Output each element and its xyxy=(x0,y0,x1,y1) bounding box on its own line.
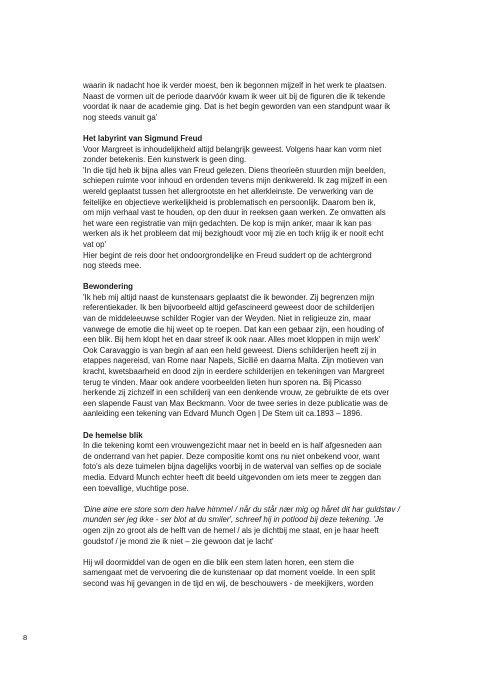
paragraph-gap xyxy=(83,494,423,505)
paragraph-gap xyxy=(83,272,423,283)
text-line: second was hij gevangen in de tijd en wij, de beschouwers - de meekijkers, worden xyxy=(83,578,374,588)
text-line: Hier begint de reis door het ondoorgrondelijke en Freud suddert op de achtergrond xyxy=(83,250,372,260)
section-heading: Bewondering xyxy=(83,282,133,292)
section-heading: Het labyrint van Sigmund Freud xyxy=(83,133,203,143)
text-line: het ware een registratie van mijn gedachten. De kop is mijn anker, maar ik kan pas xyxy=(83,218,372,228)
section-hemelse-blik xyxy=(83,431,423,590)
text-line: samengaat met de vervoering die de kunstenaar op dat moment voelde. In een split xyxy=(83,568,376,578)
text-line: nog steeds vanuit ga' xyxy=(83,112,158,122)
text-line: etappes nagereisd, van Rome naar Napels, Sicilië en daarna Malta. Zijn motieven van xyxy=(83,356,384,366)
paragraph-gap xyxy=(83,123,423,134)
text-line: werken als ik het probleem dat mij bezighoudt voor mij zie en toch krijg ik er nooit echt xyxy=(83,229,384,239)
quote-line: ogen zijn zo groot als de helft van de hemel / als je dichtbij me staat, en je haar heeft xyxy=(83,525,379,535)
text-line: feitelijke en objectieve werkelijkheid is problematisch en persoonlijk. Daarom ben ik, xyxy=(83,197,376,207)
quote-line: 'Dine øine ere store som den halve himmel / når du står nær mig og håret dit har guldstøv / xyxy=(83,504,400,514)
quote-line xyxy=(83,515,423,526)
text-line: een toevallige, vluchtige pose. xyxy=(83,483,189,493)
text-line: foto's als deze tuimelen bijna dagelijks voorbij in de waterval van selfies op de sociale xyxy=(83,462,382,472)
text-line: In die tekening komt een vrouwengezicht maar net in beeld en is half afgesneden aan xyxy=(83,441,382,451)
text-line: aanleiding een tekening van Edvard Munch Ogen | De Stem uit ca.1893 – 1896. xyxy=(83,409,363,419)
paragraph-gap xyxy=(83,420,423,431)
section-bewondering xyxy=(83,282,423,420)
text-line: nog steeds mee. xyxy=(83,261,142,271)
text-column xyxy=(83,81,423,590)
page-number: 8 xyxy=(23,633,28,642)
text-line: vat op' xyxy=(83,239,107,249)
quote-line-italic: munden ser jeg ikke - ser blot at du smiler', schreef hij in potlood bij deze tekening. 'Je xyxy=(83,515,384,525)
text-line: kracht, kwetsbaarheid en dood zijn in eerdere schilderijen en tekeningen van Margreet xyxy=(83,367,385,377)
text-line: van de middeleeuwse schilder Rogier van der Weyden. Niet in religieuze zin, maar xyxy=(83,314,372,324)
text-line: vanwege de emotie die hij weet op te roepen. Dat kan een gebaar zijn, een houding of xyxy=(83,324,384,334)
section-heading: De hemelse blik xyxy=(83,430,143,440)
text-line: schiepen ruimte voor inhoud en ordenden tevens mijn denkwereld. Ik zag mijzelf in een xyxy=(83,176,387,186)
text-line: Voor Margreet is inhoudelijkheid altijd belangrijk geweest. Volgens haar kan vorm niet xyxy=(83,144,382,154)
text-line: Hij wil doormiddel van de ogen en die blik een stem laten horen, een stem die xyxy=(83,557,355,567)
text-line: om mijn verhaal vast te houden, op den duur in reeksen gaan werken. Ze omvatten als xyxy=(83,208,386,218)
text-line: voordat ik naar de academie ging. Dat is het begin geworden van een standpunt waar ik xyxy=(83,102,391,112)
intro-paragraph xyxy=(83,81,423,123)
text-line: Naast de vormen uit de periode daarvóór kwam ik weer uit bij de figuren die ik tekende xyxy=(83,91,386,101)
text-line: wereld geplaatst tussen het allergrootste en het allerkleinste. De verwerking van de xyxy=(83,186,374,196)
text-line: de onderrand van het papier. Deze compositie komt ons nu niet onbekend voor, want xyxy=(83,451,380,461)
text-line: terug te vinden. Maar ook andere voorbeelden lieten hun sporen na. Bij Picasso xyxy=(83,377,362,387)
section-freud xyxy=(83,134,423,272)
text-line: 'Ik heb mij altijd naast de kunstenaars geplaatst die ik bewonder. Zij begrenzen mijn xyxy=(83,292,375,302)
text-line: 'In die tijd heb ik bijna alles van Freud gelezen. Diens theorieën stuurden mijn beelden, xyxy=(83,165,386,175)
text-line: zonder betekenis. Een kunstwerk is geen ding. xyxy=(83,155,247,165)
paragraph-gap xyxy=(83,547,423,558)
text-line: media. Edvard Munch echter heeft dit beeld uitgevonden om iets meer te zeggen dan xyxy=(83,472,381,482)
quote-line: goudstof / je mond zie ik niet – zie gewoon dat je lacht' xyxy=(83,536,274,546)
text-line: referentiekader. Ik ben bijvoorbeeld altijd gefascineerd geweest door de schilderijen xyxy=(83,303,375,313)
munch-quote xyxy=(83,505,423,547)
text-line: een blik. Bij hem klopt het en daar streef ik ook naar. Alles moet kloppen in mijn werk' xyxy=(83,335,381,345)
text-line: Ook Caravaggio is van begin af aan een held geweest. Diens schilderijen heeft zij in xyxy=(83,345,377,355)
text-line: herkende zij zichzelf in een schilderij van een denkende vrouw, ze gebruikte de ets over xyxy=(83,388,390,398)
text-line: een slapende Faust van Max Beckmann. Voor de twee series in deze publicatie was de xyxy=(83,398,388,408)
text-line: waarin ik nadacht hoe ik verder moest, ben ik begonnen mijzelf in het werk te plaatsen. xyxy=(83,81,387,90)
